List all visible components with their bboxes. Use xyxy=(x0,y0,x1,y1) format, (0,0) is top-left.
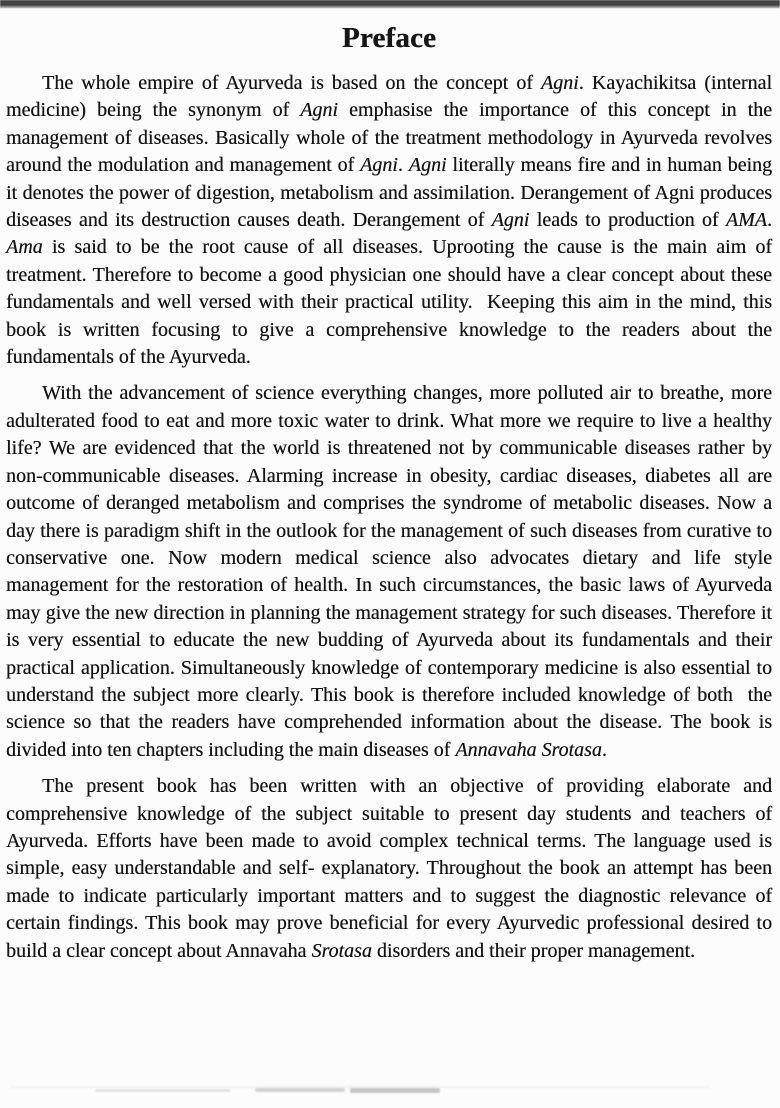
scan-edge-artifact-top xyxy=(0,0,780,9)
paragraph xyxy=(6,773,772,965)
paragraph xyxy=(6,380,772,764)
italic-term: Annavaha Srotasa xyxy=(455,738,602,761)
scan-smudge xyxy=(95,1089,230,1092)
italic-term: Agni xyxy=(300,99,338,122)
text-run: . xyxy=(601,738,607,761)
preface-text xyxy=(6,70,772,965)
text-run: With the advancement of science everything changes, more polluted air to breathe, more adulterated food to eat and more toxic water to drink. What more we require to live a healthy life? We are evidenced that the world is threatened not by communicable diseases rather by non-communicable diseases. Alarming increase in obesity, cardiac diseases, diabetes all are outcome of deranged metabolism and comprises the syndrome of metabolic diseases. Now a day there is paradigm shift in the outlook for the management of such diseases from curative to conservative one. Now modern medical science also advocates dietary and life style management for the restoration of health. In such circumstances, the basic laws of Ayurveda may give the new direction in planning the management strategy for such diseases. Therefore it is very essential to educate the new budding of Ayurveda about its fundamentals and their practical application. Simultaneously knowledge of contemporary medicine is also essential to understand the subject more clearly. This book is therefore included knowledge of both the science so that the readers have comprehended information about the disease. The book is divided into ten chapters including the main diseases of xyxy=(6,382,772,761)
page-title: Preface xyxy=(341,22,437,54)
italic-term: Agni xyxy=(408,154,447,177)
text-run: . Kayachikitsa (internal medicine) being the synonym of xyxy=(6,72,772,122)
text-run: literally means fire and in human being it denotes the power of digestion, metabolism and assimilation. Derangement of Agni produces diseases and its destruction causes death. Derangement of xyxy=(6,154,773,232)
text-run: The whole empire of Ayurveda is based on the concept of xyxy=(42,72,541,94)
text-run: emphasise the importance of this concept in the management of diseases. Basically whole of the treatment methodology in Ayurveda revolves around the modulation and management of xyxy=(6,99,773,177)
text-run: disorders and their proper management. xyxy=(371,939,696,962)
italic-term: Srotasa xyxy=(311,939,372,962)
italic-term: AMA xyxy=(725,209,767,232)
italic-term: Ama xyxy=(6,236,43,259)
italic-term: Agni xyxy=(540,72,579,94)
text-run: leads to production of xyxy=(529,209,726,232)
italic-term: Agni xyxy=(491,209,530,232)
paragraph xyxy=(6,70,772,371)
text-run: The present book has been written with an objective of providing elaborate and comprehensive knowledge of the subject suitable to present day students and teachers of Ayurveda. Efforts have been made to avoid complex technical terms. The language used is simple, easy understandable and self- explanatory. Throughout the book an attempt has been made to indicate particularly important matters and to suggest the diagnostic relevance of certain findings. This book may prove beneficial for every Ayurvedic professional desired to build a clear concept about Annavaha xyxy=(6,775,772,962)
scan-smudge xyxy=(350,1088,440,1093)
text-run: is said to be the root cause of all diseases. Uprooting the cause is the main aim of treatment. Therefore to become a good physician one should have a clear concept about these fundamentals and well versed with their practical utility. Keeping this aim in the mind, this book is written focusing to give a comprehensive knowledge to the readers about the fundamentals of the Ayurveda. xyxy=(6,236,772,369)
scan-smudge xyxy=(255,1088,345,1092)
text-run: . xyxy=(767,209,772,232)
text-run: . xyxy=(397,154,409,177)
italic-term: Agni xyxy=(360,154,398,177)
